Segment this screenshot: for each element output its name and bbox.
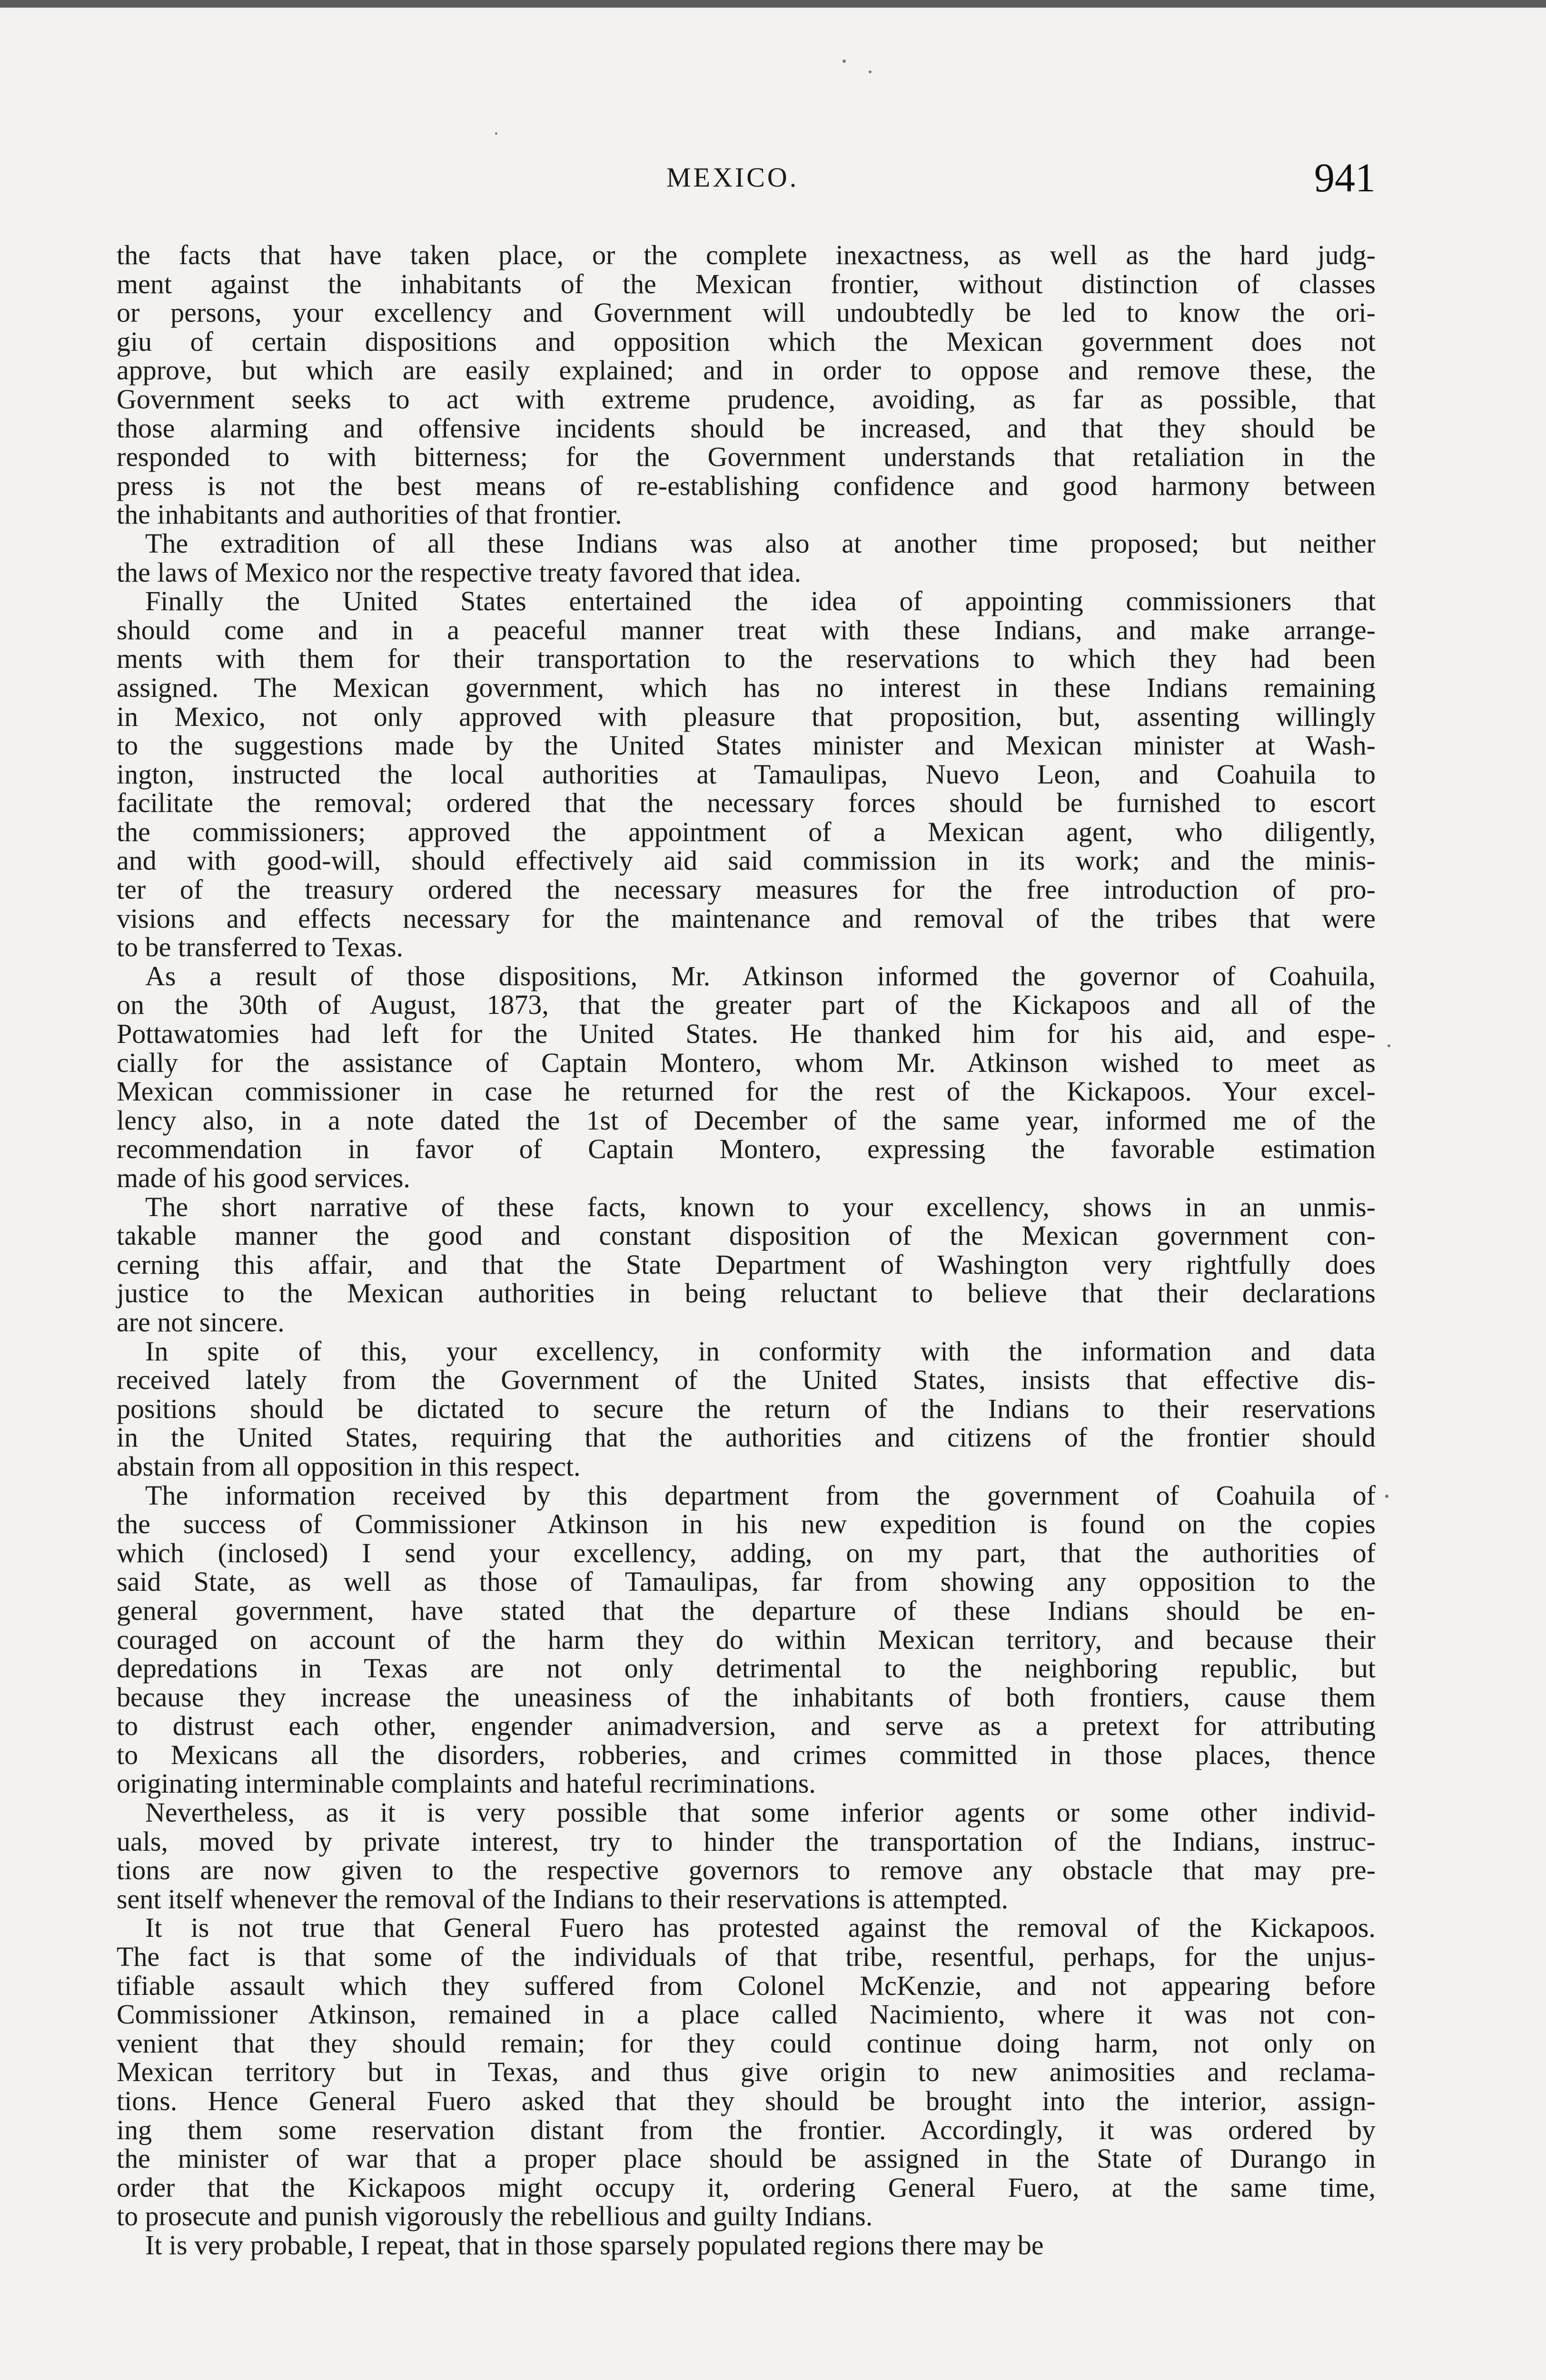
text-line: are not sincere.	[117, 1306, 285, 1338]
text-line: approve, but which are easily explained; and in order to oppose and remove these, the	[117, 355, 1376, 386]
paragraph	[117, 962, 1376, 1193]
text-line: in Mexico, not only approved with pleasure that proposition, but, assenting willingly	[117, 701, 1376, 732]
text-line: should come and in a peaceful manner treat with these Indians, and make arrange-	[117, 614, 1376, 645]
text-line: abstain from all opposition in this respect.	[117, 1450, 581, 1482]
text-line: those alarming and offensive incidents should be increased, and that they should be	[117, 412, 1376, 444]
text-line: to the suggestions made by the United States minister and Mexican minister at Wash-	[117, 730, 1376, 761]
text-line: the facts that have taken place, or the complete inexactness, as well as the hard judg-	[117, 239, 1376, 270]
text-line: the inhabitants and authorities of that frontier.	[117, 499, 622, 530]
scan-speck	[869, 70, 872, 73]
running-header	[119, 155, 1376, 198]
text-line: to Mexicans all the disorders, robberies, and crimes committed in those places, thence	[117, 1739, 1376, 1770]
text-line: The information received by this department from the government of Coahuila of	[145, 1479, 1376, 1511]
scan-speck	[495, 132, 497, 135]
text-line: order that the Kickapoos might occupy it, ordering General Fuero, at the same time,	[117, 2172, 1376, 2203]
text-line: ment against the inhabitants of the Mexican frontier, without distinction of classes	[117, 268, 1376, 299]
text-line: ments with them for their transportation to the reservations to which they had been	[117, 643, 1376, 674]
text-line: because they increase the uneasiness of the inhabitants of both frontiers, cause them	[117, 1681, 1376, 1713]
paragraph	[117, 1193, 1376, 1337]
text-line: the success of Commissioner Atkinson in his new expedition is found on the copies	[117, 1508, 1376, 1540]
text-line: positions should be dictated to secure the return of the Indians to their reservations	[117, 1393, 1376, 1424]
text-line: The extradition of all these Indians was also at another time proposed; but neither	[145, 527, 1376, 559]
text-line: takable manner the good and constant disposition of the Mexican government con-	[117, 1220, 1376, 1251]
scan-speck	[1387, 1044, 1390, 1047]
text-line: the laws of Mexico nor the respective treaty favored that idea.	[117, 556, 802, 588]
text-line: to be transferred to Texas.	[117, 932, 404, 963]
paragraph	[117, 1914, 1376, 2231]
text-line: giu of certain dispositions and opposition which the Mexican government does not	[117, 326, 1376, 357]
page-number: 941	[1314, 155, 1376, 200]
text-line: venient that they should remain; for they could continue doing harm, not only on	[117, 2027, 1376, 2059]
text-line: responded to with bitterness; for the Government understands that retaliation in the	[117, 441, 1376, 473]
text-line: said State, as well as those of Tamaulipas, far from showing any opposition to the	[117, 1566, 1376, 1597]
text-line: lency also, in a note dated the 1st of December of the same year, informed me of the	[117, 1104, 1376, 1136]
scan-speck	[842, 60, 846, 63]
paragraph	[117, 1798, 1376, 1914]
scan-top-border	[0, 0, 1546, 8]
text-line: on the 30th of August, 1873, that the greater part of the Kickapoos and all of the	[117, 989, 1376, 1021]
body-text	[117, 241, 1376, 2260]
text-line: assigned. The Mexican government, which has no interest in these Indians remaining	[117, 672, 1376, 703]
text-line: cially for the assistance of Captain Montero, whom Mr. Atkinson wished to meet as	[117, 1047, 1376, 1078]
text-line: to prosecute and punish vigorously the rebellious and guilty Indians.	[117, 2201, 873, 2232]
text-line: Mexican territory but in Texas, and thus give origin to new animosities and reclama-	[117, 2056, 1376, 2088]
text-line: It is not true that General Fuero has protested against the removal of the Kickapoos.	[145, 1912, 1376, 1944]
text-line: and with good-will, should effectively aid said commission in its work; and the minis-	[117, 845, 1376, 876]
text-line: or persons, your excellency and Government will undoubtedly be led to know the ori-	[117, 297, 1376, 328]
running-title: MEXICO.	[666, 162, 799, 193]
text-line: The short narrative of these facts, known to your excellency, shows in an unmis-	[145, 1191, 1376, 1222]
text-line: cerning this affair, and that the State Department of Washington very rightfully does	[117, 1249, 1376, 1280]
text-line: sent itself whenever the removal of the Indians to their reservations is attempted.	[117, 1883, 1009, 1914]
text-line: uals, moved by private interest, try to hinder the transportation of the Indians, instruc-	[117, 1825, 1376, 1857]
text-line: to distrust each other, engender animadversion, and serve as a pretext for attributing	[117, 1710, 1376, 1742]
text-line: tions are now given to the respective governors to remove any obstacle that may pre-	[117, 1854, 1376, 1886]
text-line: In spite of this, your excellency, in conformity with the information and data	[145, 1335, 1376, 1367]
text-line: general government, have stated that the departure of these Indians should be en-	[117, 1595, 1376, 1626]
text-line: received lately from the Government of the United States, insists that effective dis-	[117, 1364, 1376, 1396]
text-line: Mexican commissioner in case he returned for the rest of the Kickapoos. Your excel-	[117, 1076, 1376, 1107]
text-line: ington, instructed the local authorities at Tamaulipas, Nuevo Leon, and Coahuila to	[117, 758, 1376, 790]
scan-speck	[1385, 1495, 1388, 1498]
text-line: ter of the treasury ordered the necessary measures for the free introduction of pro-	[117, 874, 1376, 905]
paragraph	[117, 241, 1376, 529]
text-line: Nevertheless, as it is very possible that some inferior agents or some other individ-	[145, 1797, 1376, 1828]
text-line: the minister of war that a proper place should be assigned in the State of Durango in	[117, 2143, 1376, 2174]
text-line: couraged on account of the harm they do within Mexican territory, and because their	[117, 1624, 1376, 1655]
paragraph	[117, 1337, 1376, 1481]
text-line: which (inclosed) I send your excellency, adding, on my part, that the authorities of	[117, 1537, 1376, 1568]
paragraph	[117, 2231, 1376, 2260]
text-line: facilitate the removal; ordered that the necessary forces should be furnished to escort	[117, 787, 1376, 819]
text-line: It is very probable, I repeat, that in those sparsely populated regions there may be	[145, 2229, 1044, 2261]
text-line: recommendation in favor of Captain Montero, expressing the favorable estimation	[117, 1133, 1376, 1165]
text-line: visions and effects necessary for the maintenance and removal of the tribes that were	[117, 902, 1376, 934]
text-line: press is not the best means of re-establishing confidence and good harmony between	[117, 470, 1376, 501]
text-line: originating interminable complaints and hateful recriminations.	[117, 1768, 816, 1799]
text-line: justice to the Mexican authorities in being reluctant to believe that their declarations	[117, 1278, 1376, 1309]
text-line: Finally the United States entertained the idea of appointing commissioners that	[145, 585, 1376, 617]
paragraph	[117, 587, 1376, 962]
text-line: the commissioners; approved the appointment of a Mexican agent, who diligently,	[117, 816, 1376, 847]
text-line: The fact is that some of the individuals of that tribe, resentful, perhaps, for the unjus-	[117, 1941, 1376, 1973]
text-line: made of his good services.	[117, 1162, 410, 1193]
text-line: in the United States, requiring that the authorities and citizens of the frontier should	[117, 1422, 1376, 1453]
text-line: Pottawatomies had left for the United States. He thanked him for his aid, and espe-	[117, 1018, 1376, 1050]
text-line: tifiable assault which they suffered from Colonel McKenzie, and not appearing before	[117, 1970, 1376, 2001]
text-line: Commissioner Atkinson, remained in a place called Nacimiento, where it was not con-	[117, 1999, 1376, 2030]
text-line: tions. Hence General Fuero asked that they should be brought into the interior, assign-	[117, 2085, 1376, 2116]
text-line: As a result of those dispositions, Mr. Atkinson informed the governor of Coahuila,	[145, 960, 1376, 992]
text-line: ing them some reservation distant from the frontier. Accordingly, it was ordered by	[117, 2114, 1376, 2145]
paragraph	[117, 529, 1376, 587]
paragraph	[117, 1481, 1376, 1799]
text-line: Government seeks to act with extreme prudence, avoiding, as far as possible, that	[117, 383, 1376, 415]
text-line: depredations in Texas are not only detrimental to the neighboring republic, but	[117, 1653, 1376, 1684]
